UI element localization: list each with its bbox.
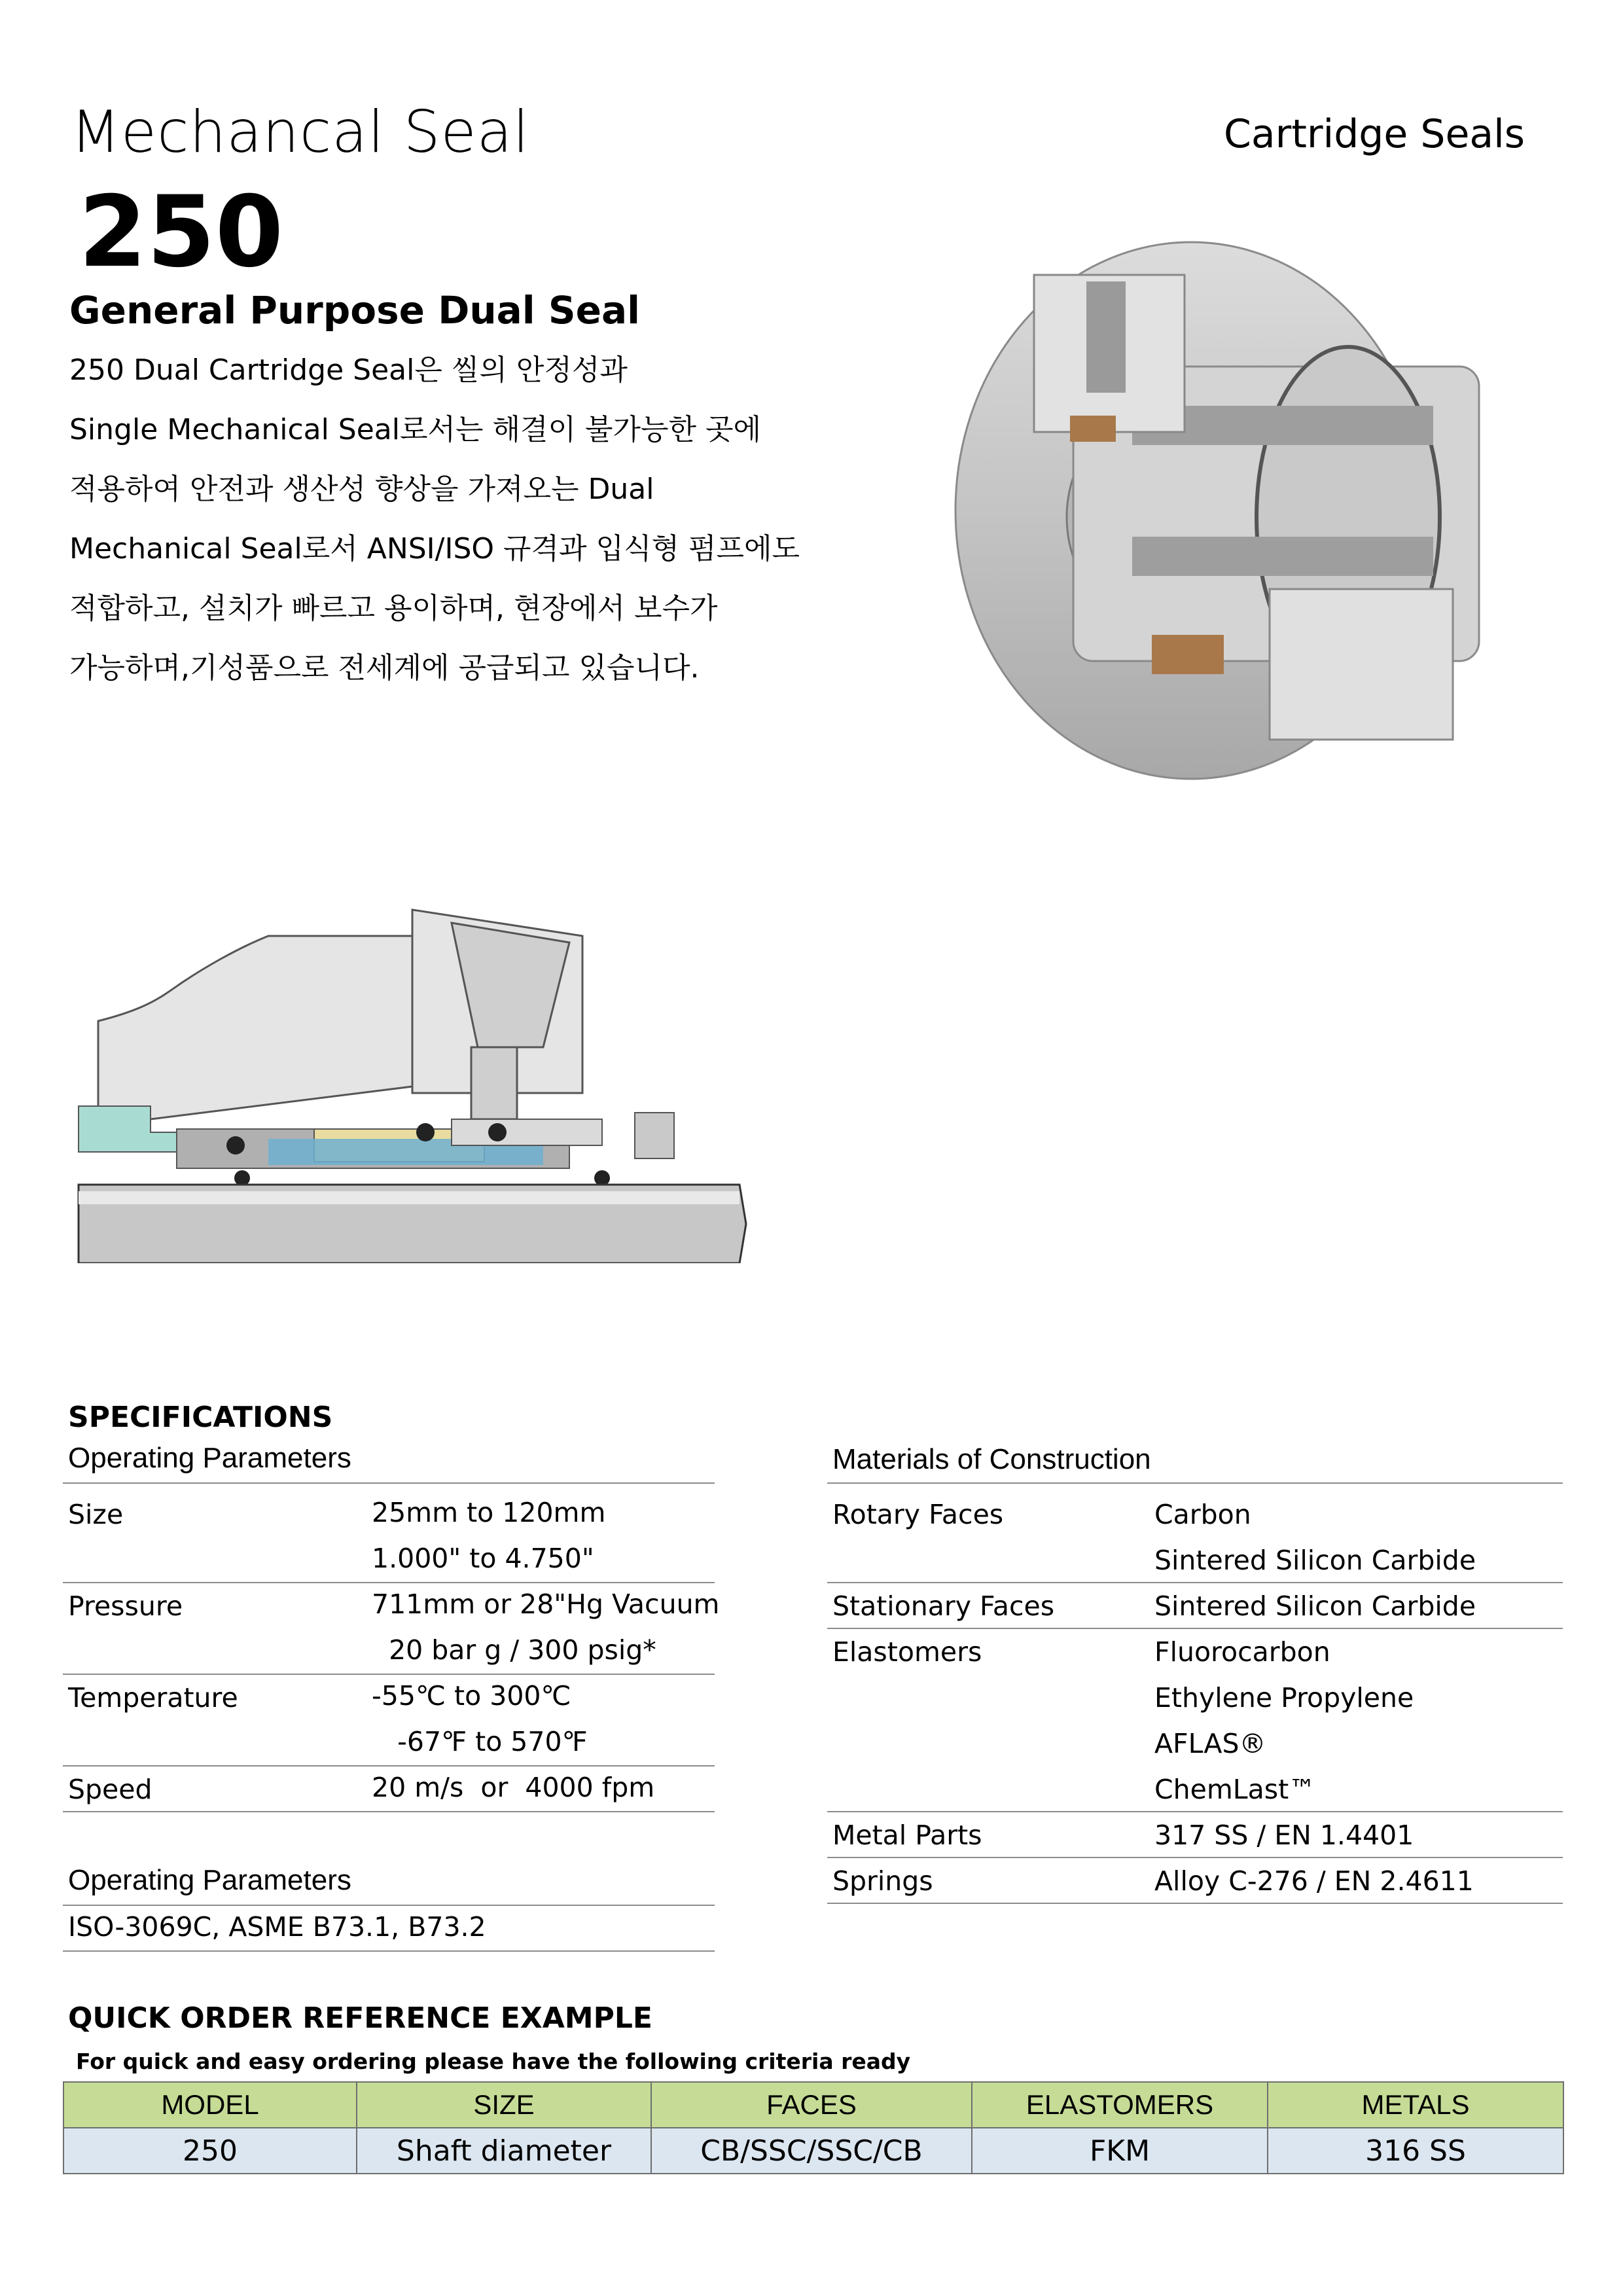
material-value: AFLAS®	[1154, 1728, 1266, 1759]
material-value: Sintered Silicon Carbide	[1154, 1545, 1476, 1576]
spec-value: 1.000" to 4.750"	[372, 1543, 594, 1574]
spec-value: 711mm or 28"Hg Vacuum	[372, 1588, 720, 1620]
column-header-elastomers: ELASTOMERS	[972, 2082, 1268, 2128]
spec-value: 25mm to 120mm	[372, 1497, 606, 1528]
table-header-row	[63, 2082, 1563, 2128]
operating-parameters-heading: Operating Parameters	[68, 1442, 351, 1474]
column-header-metals: METALS	[1268, 2082, 1563, 2128]
divider	[827, 1903, 1563, 1904]
divider	[827, 1857, 1563, 1858]
material-value: Ethylene Propylene	[1154, 1682, 1414, 1713]
cell-model: 250	[63, 2128, 357, 2174]
material-label-springs: Springs	[832, 1865, 933, 1897]
material-label-stationary-faces: Stationary Faces	[832, 1590, 1055, 1622]
specifications-heading: SPECIFICATIONS	[68, 1401, 333, 1434]
spec-value: -55℃ to 300℃	[372, 1680, 571, 1712]
seal-cross-section-drawing	[72, 897, 753, 1263]
description-line: 적합하고, 설치가 빠르고 용이하며, 현장에서 보수가	[69, 592, 718, 625]
divider	[63, 1674, 715, 1675]
quick-order-table	[63, 2081, 1564, 2174]
material-value: Fluorocarbon	[1154, 1636, 1330, 1668]
materials-heading: Materials of Construction	[832, 1443, 1151, 1475]
cell-elastomers: FKM	[972, 2128, 1268, 2174]
divider	[63, 1765, 715, 1767]
spec-label-temperature: Temperature	[68, 1682, 238, 1713]
divider	[63, 1811, 715, 1812]
model-number: 250	[79, 175, 284, 289]
description-line: Single Mechanical Seal로서는 해결이 불가능한 곳에	[69, 413, 761, 446]
category-label: Cartridge Seals	[1224, 111, 1525, 157]
material-value: ChemLast™	[1154, 1774, 1316, 1805]
cell-faces: CB/SSC/SSC/CB	[651, 2128, 972, 2174]
column-header-size: SIZE	[357, 2082, 651, 2128]
spec-value: 20 bar g / 300 psig*	[372, 1634, 656, 1666]
material-value: 317 SS / EN 1.4401	[1154, 1820, 1414, 1851]
material-value: Alloy C-276 / EN 2.4611	[1154, 1865, 1474, 1897]
spec-value: -67℉ to 570℉	[372, 1726, 588, 1757]
quick-order-heading: QUICK ORDER REFERENCE EXAMPLE	[68, 2001, 652, 2035]
material-label-elastomers: Elastomers	[832, 1636, 982, 1668]
spec-value: 20 m/s or 4000 fpm	[372, 1772, 655, 1803]
divider	[827, 1482, 1563, 1484]
page-title: Mechancal Seal	[71, 98, 530, 166]
spec-label-speed: Speed	[68, 1774, 152, 1805]
cartridge-seal-cutaway-illustration	[942, 236, 1531, 798]
cell-size: Shaft diameter	[357, 2128, 651, 2174]
table-row	[63, 2128, 1563, 2174]
description-line: Mechanical Seal로서 ANSI/ISO 규격과 입식형 펌프에도	[69, 532, 800, 565]
divider	[827, 1628, 1563, 1629]
material-label-rotary-faces: Rotary Faces	[832, 1499, 1004, 1530]
standards-heading: Operating Parameters	[68, 1864, 351, 1896]
spec-label-pressure: Pressure	[68, 1590, 183, 1622]
divider	[827, 1811, 1563, 1812]
column-header-faces: FACES	[651, 2082, 972, 2128]
spec-label-size: Size	[68, 1499, 124, 1530]
cell-metals: 316 SS	[1268, 2128, 1563, 2174]
column-header-model: MODEL	[63, 2082, 357, 2128]
divider	[827, 1582, 1563, 1583]
description-line: 적용하여 안전과 생산성 향상을 가져오는 Dual	[69, 473, 654, 506]
description-line: 가능하며,기성품으로 전세계에 공급되고 있습니다.	[69, 651, 700, 685]
divider	[63, 1482, 715, 1484]
product-subtitle: General Purpose Dual Seal	[69, 288, 640, 332]
material-label-metal-parts: Metal Parts	[832, 1820, 982, 1851]
material-value: Sintered Silicon Carbide	[1154, 1590, 1476, 1622]
divider	[63, 1950, 715, 1952]
material-value: Carbon	[1154, 1499, 1251, 1530]
divider	[63, 1582, 715, 1583]
description-line: 250 Dual Cartridge Seal은 씰의 안정성과	[69, 353, 628, 387]
quick-order-note: For quick and easy ordering please have the following criteria ready	[76, 2049, 911, 2074]
product-description	[69, 340, 855, 698]
standards-value: ISO-3069C, ASME B73.1, B73.2	[68, 1911, 486, 1943]
divider	[63, 1905, 715, 1906]
